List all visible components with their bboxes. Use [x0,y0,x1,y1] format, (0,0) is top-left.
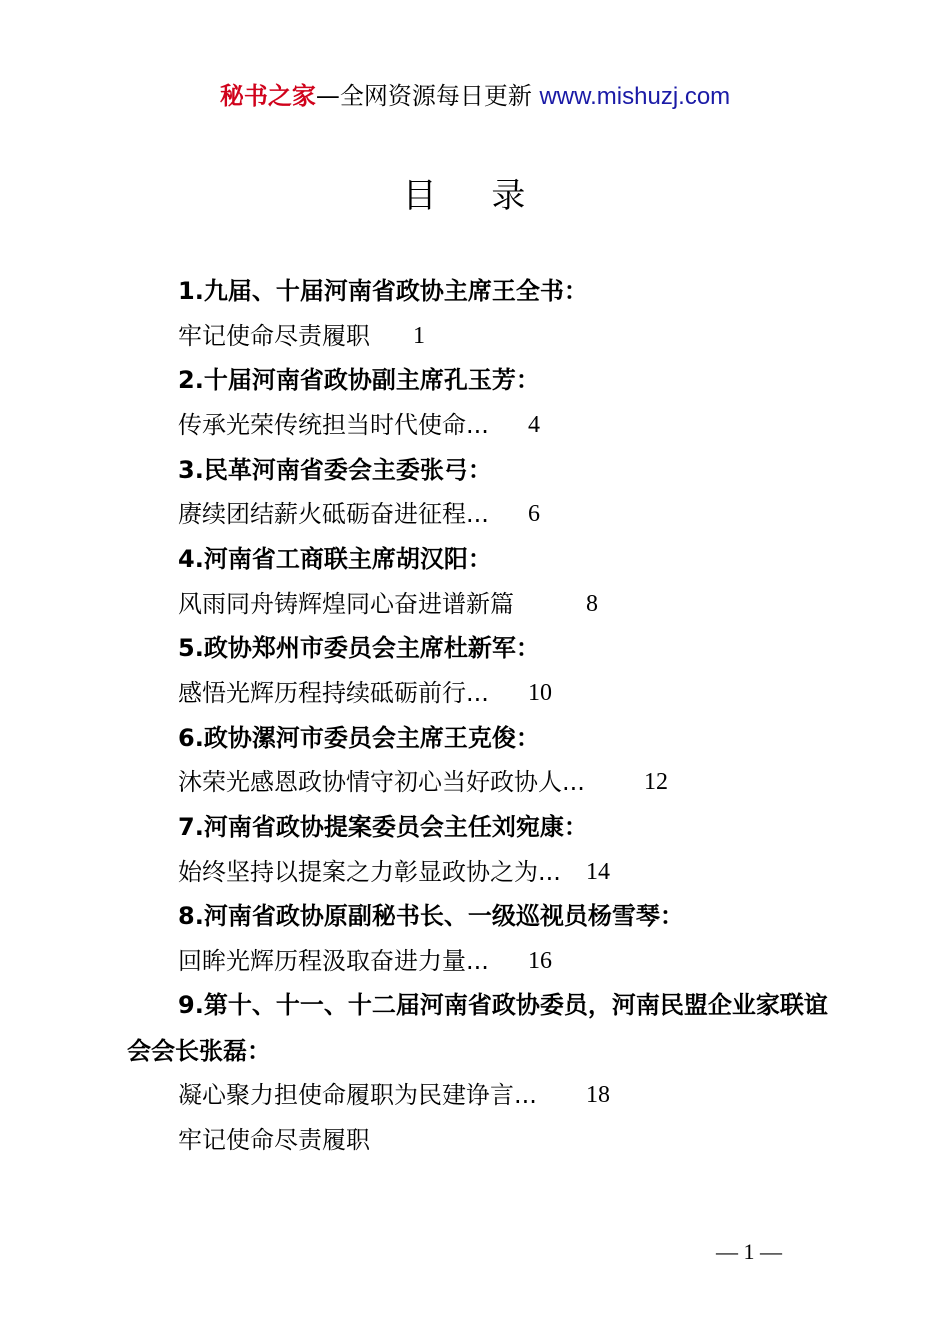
toc-entry-subtitle[interactable]: 回眸光辉历程汲取奋进力量... [178,947,489,975]
toc-page-number: 6 [528,501,540,527]
header-tagline: —全网资源每日更新 [315,82,540,110]
toc-page-number: 8 [586,591,598,617]
toc-entry-title[interactable]: 5.政协郑州市委员会主席杜新军： [178,634,540,662]
toc-entry-subtitle[interactable]: 牢记使命尽责履职 [178,322,370,350]
toc-page-number: 12 [644,769,668,795]
site-url[interactable]: www.mishuzj.com [539,83,731,110]
toc-page-number: 1 [413,323,425,349]
toc-entry-title[interactable]: 4.河南省工商联主席胡汉阳： [178,545,492,573]
toc-entry-title[interactable]: 2.十届河南省政协副主席孔玉芳： [178,366,540,394]
toc-page-number: 16 [528,948,552,974]
toc-entry-title[interactable]: 6.政协漯河市委员会主席王克俊： [178,724,540,752]
toc-entry-subtitle[interactable]: 赓续团结薪火砥砺奋进征程... [178,500,489,528]
toc-entry-title[interactable]: 1.九届、十届河南省政协主席王全书： [178,277,588,305]
brand-name: 秘书之家 [219,82,316,110]
toc-entry-subtitle[interactable]: 凝心聚力担使命履职为民建诤言... [178,1081,537,1109]
page-title: 目 录 [402,176,548,216]
toc-page-number: 14 [586,859,610,885]
toc-page-number: 4 [528,412,540,438]
toc-entry-subtitle[interactable]: 沐荣光感恩政协情守初心当好政协人... [178,768,585,796]
toc-page-number: 18 [586,1082,610,1108]
toc-entry-title[interactable]: 8.河南省政协原副秘书长、一级巡视员杨雪琴： [178,902,684,930]
toc-entry-subtitle[interactable]: 传承光荣传统担当时代使命... [178,411,489,439]
toc-entry-title[interactable]: 9.第十、十一、十二届河南省政协委员，河南民盟企业家联谊会会长张磊： [127,991,828,1065]
trailing-line: 牢记使命尽责履职 [178,1126,370,1154]
site-header [0,80,950,113]
toc-entry-subtitle[interactable]: 始终坚持以提案之力彰显政协之为... [178,858,561,886]
toc-entry-title[interactable]: 7.河南省政协提案委员会主任刘宛康： [178,813,588,841]
toc-entry-subtitle[interactable]: 感悟光辉历程持续砥砺前行... [178,679,489,707]
toc-page-number: 10 [528,680,552,706]
toc-entry-title[interactable]: 3.民革河南省委会主委张弓： [178,456,492,484]
page-footer-number: — 1 — [716,1239,782,1264]
toc-entry-subtitle[interactable]: 风雨同舟铸辉煌同心奋进谱新篇 [178,590,514,618]
